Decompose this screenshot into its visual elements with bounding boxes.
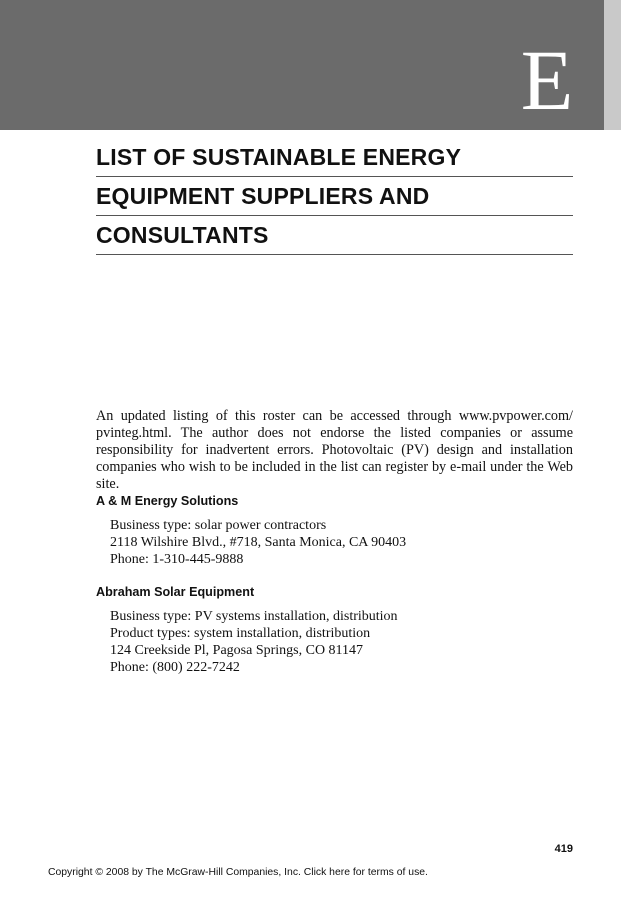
company-details	[110, 517, 573, 568]
company-name: Abraham Solar Equipment	[96, 585, 255, 599]
company-phone: Phone: (800) 222-7242	[110, 660, 240, 675]
chapter-title-line: LIST OF SUSTAINABLE ENERGY	[96, 138, 573, 177]
chapter-title-line: EQUIPMENT SUPPLIERS AND	[96, 177, 573, 216]
company-business-type: Business type: PV systems installation, distribution	[110, 609, 398, 624]
company-address: 2118 Wilshire Blvd., #718, Santa Monica, CA 90403	[110, 535, 407, 550]
page-number: 419	[554, 843, 573, 855]
chapter-title	[96, 138, 573, 255]
company-product-types: Product types: system installation, distribution	[110, 626, 371, 641]
company-name: A & M Energy Solutions	[96, 494, 239, 508]
company-business-type: Business type: solar power contractors	[110, 518, 327, 533]
chapter-side-tab	[604, 0, 621, 130]
chapter-title-line: CONSULTANTS	[96, 216, 573, 255]
company-address: 124 Creekside Pl, Pagosa Springs, CO 81147	[110, 643, 364, 658]
copyright-notice[interactable]: Copyright © 2008 by The McGraw-Hill Companies, Inc. Click here for terms of use.	[48, 867, 428, 878]
company-phone: Phone: 1-310-445-9888	[110, 552, 244, 567]
company-details	[110, 608, 573, 676]
appendix-letter: E	[520, 32, 574, 128]
intro-paragraph: An updated listing of this roster can be accessed through www.pvpower.com/ pvinteg.html. The author does not endorse the listed companies or assume responsibility for inadvertent errors. Photovoltaic (PV) design and installation companies who wish to be included in the list can register by e-mail under the Web site.	[96, 408, 573, 492]
